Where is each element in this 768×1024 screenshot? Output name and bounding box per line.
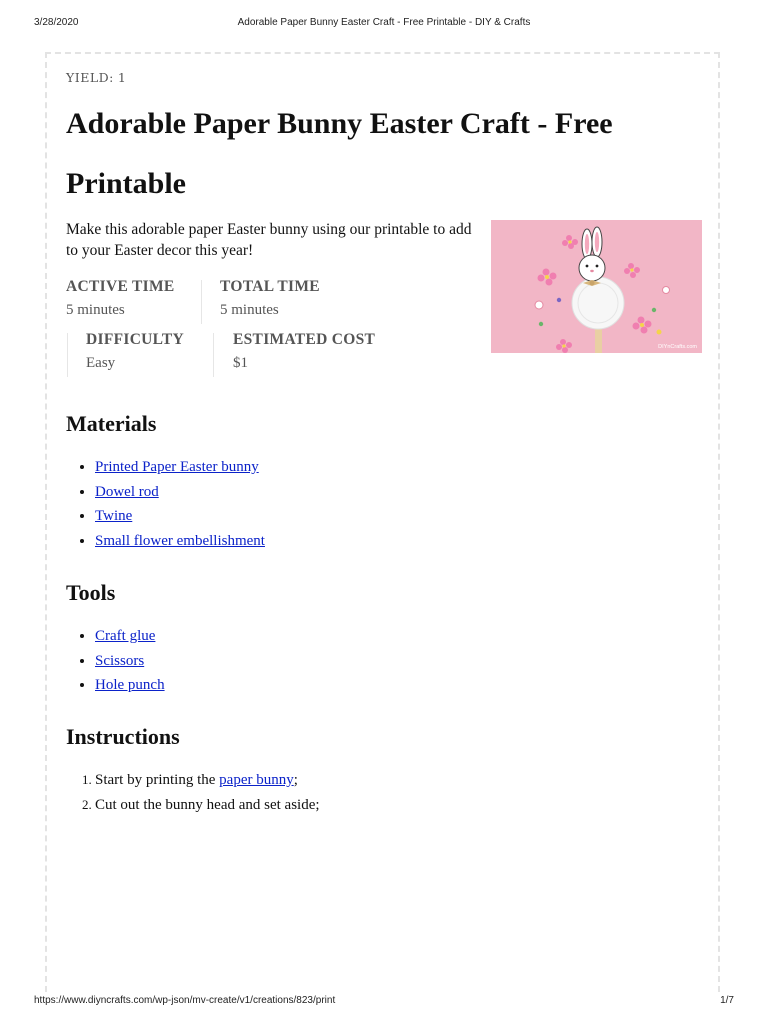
instructions-heading: Instructions — [66, 724, 180, 749]
cost-divider — [213, 333, 214, 377]
print-footer — [0, 995, 768, 1009]
tool-link[interactable]: Hole punch — [95, 677, 165, 694]
total-time-value: 5 minutes — [220, 302, 279, 318]
time-divider — [201, 280, 202, 324]
step-1-suffix: ; — [293, 772, 298, 788]
recipe-summary: Make this adorable paper Easter bunny using our printable to add to your Easter decor this year! — [66, 221, 472, 259]
active-time-label: ACTIVE TIME — [66, 278, 175, 295]
estimated-cost-block — [233, 331, 375, 372]
list-item — [95, 456, 655, 481]
active-time-value: 5 minutes — [66, 302, 125, 318]
yield-label: YIELD: — [66, 70, 114, 85]
estimated-cost-label: ESTIMATED COST — [233, 331, 376, 348]
difficulty-block — [86, 331, 184, 372]
recipe-title-line-1: Adorable Paper Bunny Easter Craft - Free — [66, 107, 613, 140]
material-link[interactable]: Printed Paper Easter bunny — [95, 459, 259, 475]
material-link[interactable]: Dowel rod — [95, 483, 159, 500]
list-item — [95, 650, 655, 675]
recipe-title-line-2: Printable — [66, 167, 186, 200]
page-number: 1/7 — [720, 995, 734, 1006]
step-1-text: Start by printing the — [95, 772, 220, 788]
instruction-step — [95, 794, 655, 819]
print-url: https://www.diyncrafts.com/wp-json/mv-create/v1/creations/823/print — [34, 995, 336, 1006]
print-date: 3/28/2020 — [34, 17, 79, 28]
recipe-card — [45, 52, 720, 992]
recipe-title — [66, 94, 706, 214]
tools-heading: Tools — [66, 580, 116, 605]
list-item — [95, 530, 655, 555]
yield-value: 1 — [117, 70, 126, 85]
material-link[interactable]: Small flower embellishment — [95, 533, 265, 550]
list-item — [95, 674, 655, 699]
tools-list — [95, 625, 655, 699]
print-document-title: Adorable Paper Bunny Easter Craft - Free Printable - DIY & Crafts — [237, 17, 531, 28]
instructions-list — [95, 769, 655, 818]
tool-link[interactable]: Craft glue — [95, 628, 156, 644]
total-time-block — [220, 278, 320, 319]
estimated-cost-value: $1 — [233, 355, 248, 371]
print-header — [0, 17, 768, 31]
list-item — [95, 625, 655, 650]
materials-list — [95, 456, 655, 555]
materials-heading: Materials — [66, 411, 157, 436]
material-link[interactable]: Twine — [95, 508, 133, 525]
recipe-yield — [66, 70, 126, 85]
total-time-label: TOTAL TIME — [220, 278, 320, 295]
difficulty-value: Easy — [86, 355, 116, 371]
image-watermark: DIYnCrafts.com — [658, 344, 697, 350]
instruction-step — [95, 769, 655, 794]
recipe-image — [491, 220, 702, 353]
list-item — [95, 505, 655, 530]
step-2-text: Cut out the bunny head and set aside; — [95, 796, 320, 813]
difficulty-label: DIFFICULTY — [86, 331, 185, 348]
list-item — [95, 481, 655, 506]
difficulty-left-divider — [67, 333, 68, 377]
active-time-block — [66, 278, 175, 319]
tool-link[interactable]: Scissors — [95, 652, 145, 669]
paper-bunny-link[interactable]: paper bunny — [219, 772, 294, 788]
